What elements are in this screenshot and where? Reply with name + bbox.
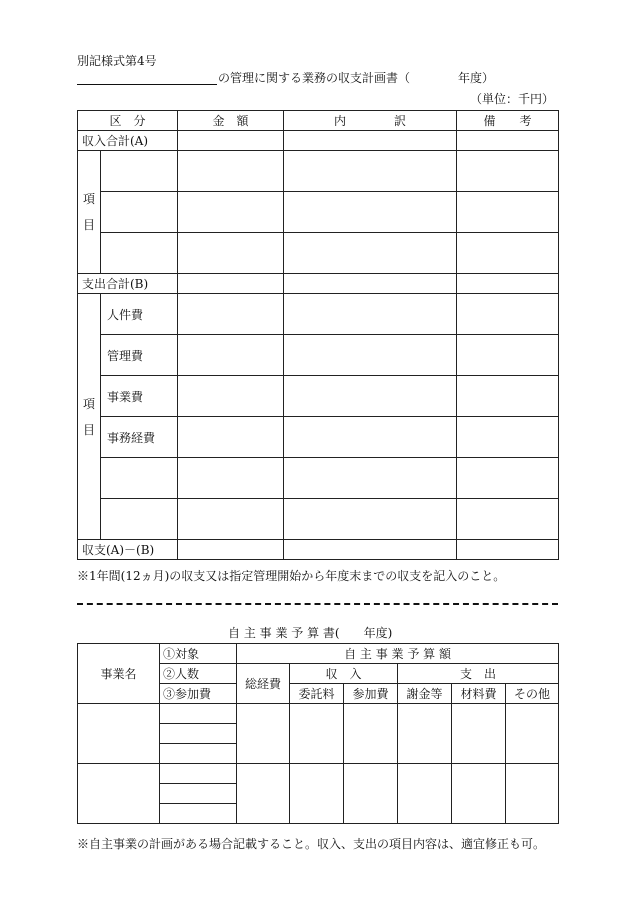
separator-dashed-line <box>77 603 558 605</box>
target-cell <box>160 704 237 724</box>
expense-item-office: 事務経費 <box>101 417 178 458</box>
expense-item-row <box>78 417 559 458</box>
income-item-amount <box>178 233 284 274</box>
header-breakdown: 内 訳 <box>284 111 457 131</box>
participation-fee-cell <box>344 704 398 764</box>
income-total-label: 収入合計(A) <box>78 131 178 151</box>
balance-label: 収支(A)－(B) <box>78 540 178 560</box>
commission-cell <box>290 704 344 764</box>
header-category: 区 分 <box>78 111 178 131</box>
income-item-name <box>101 233 178 274</box>
expense-total-remarks <box>457 274 559 294</box>
self-header-row-1 <box>78 644 559 664</box>
income-item-row <box>78 192 559 233</box>
expense-item-remarks <box>457 376 559 417</box>
expense-total-label: 支出合計(B) <box>78 274 178 294</box>
self-data-row <box>78 704 559 724</box>
total-cost-cell <box>237 764 290 824</box>
header-materials: 材料費 <box>452 684 506 704</box>
expense-item-amount <box>178 458 284 499</box>
item-label-char-1: 項 <box>82 192 95 206</box>
form-number: 別記様式第4号 <box>77 54 157 68</box>
count-cell <box>160 784 237 804</box>
header-other: その他 <box>506 684 559 704</box>
header-participation-fee: 参加費 <box>344 684 398 704</box>
expense-item-breakdown <box>284 376 457 417</box>
header-remarks: 備 考 <box>457 111 559 131</box>
item-label-char-2: 目 <box>82 422 95 437</box>
expense-item-breakdown <box>284 335 457 376</box>
income-item-name <box>101 192 178 233</box>
header-budget-amount: 自 主 事 業 予 算 額 <box>237 644 559 664</box>
header-commission: 委託料 <box>290 684 344 704</box>
income-item-label <box>78 151 101 274</box>
income-total-remarks <box>457 131 559 151</box>
balance-row <box>78 540 559 560</box>
expense-item-project: 事業費 <box>101 376 178 417</box>
income-item-breakdown <box>284 233 457 274</box>
honorarium-cell <box>398 704 452 764</box>
item-label-char-1: 項 <box>82 396 95 411</box>
expense-item-row <box>78 294 559 335</box>
expense-item-row <box>78 376 559 417</box>
self-budget-table <box>77 643 559 824</box>
expense-item-remarks <box>457 417 559 458</box>
expense-item-amount <box>178 335 284 376</box>
note-self-budget: ※自主事業の計画がある場合記載すること。収入、支出の項目内容は、適宜修正も可。 <box>77 837 546 851</box>
other-cell <box>506 764 559 824</box>
header-amount: 金 額 <box>178 111 284 131</box>
expense-item-amount <box>178 294 284 335</box>
balance-amount <box>178 540 284 560</box>
income-item-row <box>78 233 559 274</box>
expense-item-remarks <box>457 294 559 335</box>
income-total-breakdown <box>284 131 457 151</box>
expense-item-amount <box>178 499 284 540</box>
expense-total-breakdown <box>284 274 457 294</box>
expense-item-row <box>78 335 559 376</box>
other-cell <box>506 704 559 764</box>
unit-label: （単位：千円） <box>470 92 555 106</box>
expense-item-amount <box>178 376 284 417</box>
expense-item-breakdown <box>284 458 457 499</box>
materials-cell <box>452 704 506 764</box>
expense-item-management: 管理費 <box>101 335 178 376</box>
budget-plan-table <box>77 110 559 560</box>
header-income: 収 入 <box>290 664 398 684</box>
table-header-row <box>78 111 559 131</box>
balance-breakdown <box>284 540 457 560</box>
expense-total-row <box>78 274 559 294</box>
expense-item-remarks <box>457 499 559 540</box>
expense-item-remarks <box>457 335 559 376</box>
income-item-amount <box>178 192 284 233</box>
income-item-breakdown <box>284 151 457 192</box>
honorarium-cell <box>398 764 452 824</box>
balance-remarks <box>457 540 559 560</box>
plan-title: の管理に関する業務の収支計画書（ 年度） <box>218 71 495 85</box>
header-fee: ③参加費 <box>160 684 237 704</box>
expense-item-name <box>101 499 178 540</box>
expense-item-name <box>101 458 178 499</box>
self-budget-title: 自 主 事 業 予 算 書( 年度) <box>228 626 393 640</box>
self-data-row <box>78 764 559 784</box>
expense-item-remarks <box>457 458 559 499</box>
expense-item-breakdown <box>284 417 457 458</box>
target-cell <box>160 764 237 784</box>
income-item-remarks <box>457 192 559 233</box>
expense-item-amount <box>178 417 284 458</box>
materials-cell <box>452 764 506 824</box>
note-period: ※1年間(12ヵ月)の収支又は指定管理開始から年度末までの収支を記入のこと。 <box>77 569 506 583</box>
facility-name-underline <box>77 84 217 85</box>
expense-item-row <box>78 499 559 540</box>
income-item-name <box>101 151 178 192</box>
header-target: ①対象 <box>160 644 237 664</box>
header-count: ②人数 <box>160 664 237 684</box>
header-event-name: 事業名 <box>78 644 160 704</box>
header-total-cost: 総経費 <box>237 664 290 704</box>
expense-item-row <box>78 458 559 499</box>
header-honorarium: 謝金等 <box>398 684 452 704</box>
event-name-cell <box>78 704 160 764</box>
header-expense: 支 出 <box>398 664 559 684</box>
expense-item-label <box>78 294 101 540</box>
expense-total-amount <box>178 274 284 294</box>
income-item-row <box>78 151 559 192</box>
total-cost-cell <box>237 704 290 764</box>
count-cell <box>160 724 237 744</box>
participation-fee-cell <box>344 764 398 824</box>
item-label-char-2: 目 <box>82 218 95 232</box>
income-total-row <box>78 131 559 151</box>
income-item-remarks <box>457 151 559 192</box>
commission-cell <box>290 764 344 824</box>
income-total-amount <box>178 131 284 151</box>
event-name-cell <box>78 764 160 824</box>
income-item-amount <box>178 151 284 192</box>
expense-item-breakdown <box>284 294 457 335</box>
income-item-breakdown <box>284 192 457 233</box>
fee-cell <box>160 744 237 764</box>
income-item-remarks <box>457 233 559 274</box>
expense-item-breakdown <box>284 499 457 540</box>
fee-cell <box>160 804 237 824</box>
expense-item-personnel: 人件費 <box>101 294 178 335</box>
